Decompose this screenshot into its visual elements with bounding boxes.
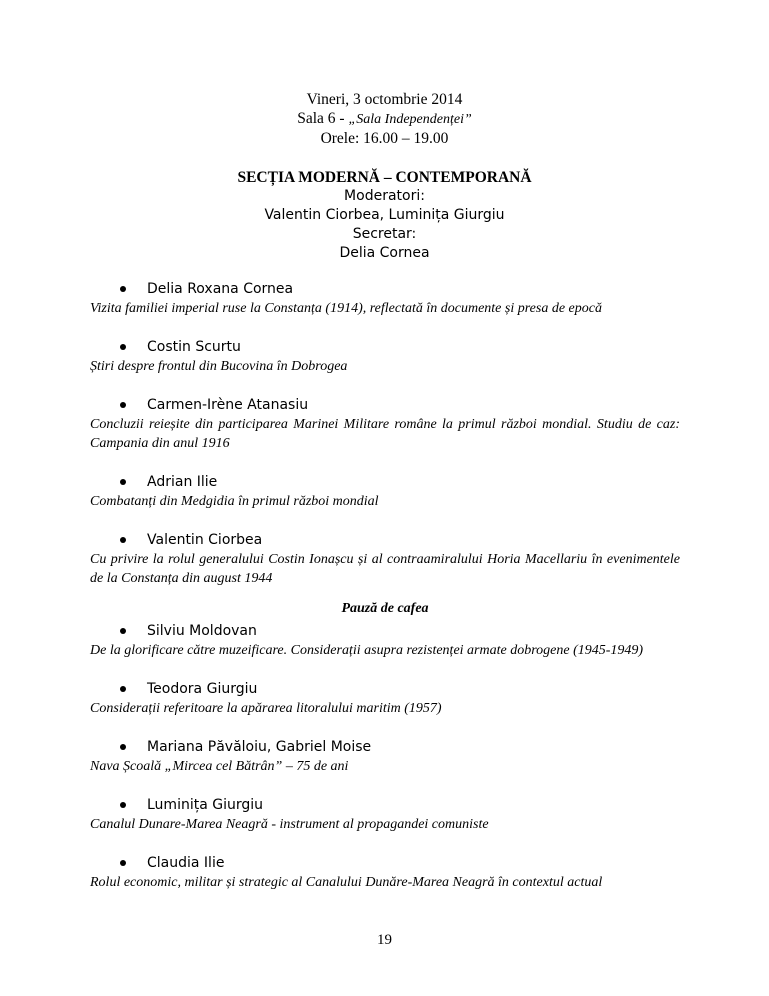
secretary-label: Secretar: bbox=[352, 226, 417, 242]
coffee-break: Pauză de cafea bbox=[341, 601, 429, 616]
bullet-icon bbox=[120, 479, 126, 485]
list-item bbox=[90, 678, 680, 718]
session-hours: Orele: 16.00 – 19.00 bbox=[320, 130, 449, 147]
section-title: SECȚIA MODERNĂ – CONTEMPORANĂ bbox=[237, 169, 532, 186]
author-name: Silviu Moldovan bbox=[147, 622, 257, 639]
presentation-title: Concluzii reieșite din participarea Marinei Militare române la primul război mondial. Studiu de caz: Campania din anul 1916 bbox=[90, 417, 680, 451]
author-name: Luminița Giurgiu bbox=[147, 796, 264, 813]
presentation-title: Canalul Dunare-Marea Neagră - instrument al propagandei comuniste bbox=[90, 817, 489, 832]
author-name: Costin Scurtu bbox=[147, 338, 241, 355]
presentation-title: Cu privire la rolul generalului Costin Ionașcu și al contraamiralului Horia Macellariu în evenimentele de la Constanța din august 1944 bbox=[90, 552, 680, 586]
room-name: „Sala Independenței” bbox=[348, 112, 472, 127]
author-name: Claudia Ilie bbox=[147, 854, 225, 871]
author-name: Mariana Păvăloiu, Gabriel Moise bbox=[147, 738, 372, 755]
page-number: 19 bbox=[377, 932, 392, 948]
bullet-icon bbox=[120, 628, 126, 634]
session-date: Vineri, 3 octombrie 2014 bbox=[306, 91, 463, 108]
bullet-icon bbox=[120, 744, 126, 750]
list-item bbox=[90, 394, 680, 453]
list-item bbox=[90, 852, 680, 892]
author-name: Teodora Giurgiu bbox=[147, 680, 258, 697]
presentation-title: Nava Școală „Mircea cel Bătrân” – 75 de ani bbox=[90, 759, 349, 774]
author-name: Adrian Ilie bbox=[147, 473, 218, 490]
presentation-list bbox=[90, 278, 680, 910]
author-name: Carmen-Irène Atanasiu bbox=[147, 396, 309, 413]
list-item bbox=[90, 471, 680, 511]
bullet-icon bbox=[120, 860, 126, 866]
bullet-icon bbox=[120, 802, 126, 808]
bullet-icon bbox=[120, 286, 126, 292]
presentation-title: De la glorificare către muzeificare. Considerații asupra rezistenței armate dobrogene (1945-1949) bbox=[90, 643, 644, 658]
bullet-icon bbox=[120, 537, 126, 543]
author-name: Valentin Ciorbea bbox=[147, 531, 263, 548]
bullet-icon bbox=[120, 344, 126, 350]
list-item bbox=[90, 278, 680, 318]
list-item bbox=[90, 336, 680, 376]
presentation-title: Combatanți din Medgidia în primul război mondial bbox=[90, 494, 379, 509]
list-item bbox=[90, 529, 680, 588]
author-name: Delia Roxana Cornea bbox=[147, 280, 294, 297]
session-header bbox=[0, 90, 769, 263]
secretary-name: Delia Cornea bbox=[339, 245, 430, 261]
list-item bbox=[90, 620, 680, 660]
list-item bbox=[90, 736, 680, 776]
bullet-icon bbox=[120, 686, 126, 692]
room-prefix: Sala 6 - bbox=[297, 110, 349, 127]
presentation-title: Știri despre frontul din Bucovina în Dobrogea bbox=[90, 359, 348, 374]
moderators-names: Valentin Ciorbea, Luminița Giurgiu bbox=[264, 207, 505, 223]
list-item bbox=[90, 794, 680, 834]
session-room bbox=[0, 109, 769, 129]
presentation-title: Rolul economic, militar și strategic al Canalului Dunăre-Marea Neagră în contextul actual bbox=[90, 875, 603, 890]
bullet-icon bbox=[120, 402, 126, 408]
presentation-title: Considerații referitoare la apărarea litoralului maritim (1957) bbox=[90, 701, 442, 716]
presentation-title: Vizita familiei imperial ruse la Constanța (1914), reflectată în documente și presa de epocă bbox=[90, 301, 602, 316]
moderators-label: Moderatori: bbox=[344, 188, 425, 204]
